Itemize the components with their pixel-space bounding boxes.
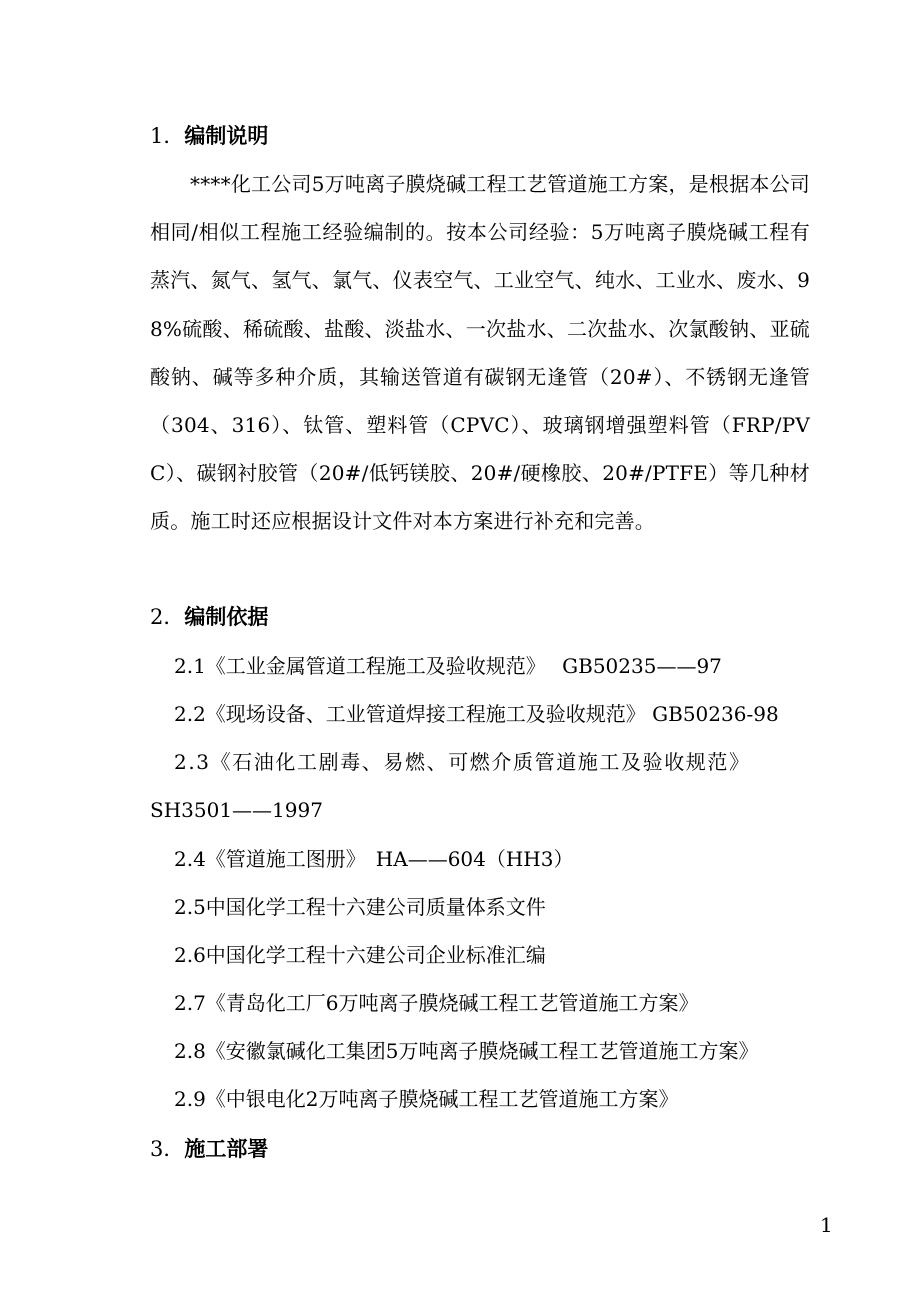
page-number: 1 [820, 1213, 833, 1237]
section-1-heading [150, 121, 268, 151]
reference-2-8: 2.8《安徽氯碱化工集团5万吨离子膜烧碱工程工艺管道施工方案》 [174, 1039, 759, 1063]
section-1-number: 1． [150, 124, 185, 148]
reference-2-2: 2.2《现场设备、工业管道焊接工程施工及验收规范》 GB50236-98 [174, 702, 779, 726]
section-2-number: 2． [150, 605, 185, 629]
section-1-title: 编制说明 [184, 124, 269, 148]
reference-2-7: 2.7《青岛化工厂6万吨离子膜烧碱工程工艺管道施工方案》 [174, 991, 699, 1015]
section-2-heading [150, 602, 268, 632]
reference-2-1: 2.1《工业金属管道工程施工及验收规范》 GB50235——97 [174, 654, 722, 678]
reference-2-6: 2.6中国化学工程十六建公司企业标准汇编 [174, 943, 546, 967]
section-3-number: 3． [150, 1137, 185, 1161]
reference-2-3 [150, 738, 810, 834]
reference-2-3-line-1: 2.3《石油化工剧毒、易燃、可燃介质管道施工及验收规范》 [174, 750, 751, 774]
section-1-paragraph: ****化工公司5万吨离子膜烧碱工程工艺管道施工方案，是根据本公司相同/相似工程施工经验编制的。按本公司经验：5万吨离子膜烧碱工程有蒸汽、氮气、氢气、氯气、仪表空气、工业空气、纯水、工业水、废水、98%硫酸、稀硫酸、盐酸、淡盐水、一次盐水、二次盐水、次氯酸钠、亚硫酸钠、碱等多种介质，其输送管道有碳钢无逢管（20#）、不锈钢无逢管（304、316）、钛管、塑料管（CPVC）、玻璃钢增强塑料管（FRP/PVC）、碳钢衬胶管（20#/低钙镁胶、20#/硬橡胶、20#/PTFE）等几种材质。施工时还应根据设计文件对本方案进行补充和完善。 [150, 172, 810, 534]
section-2-title: 编制依据 [184, 605, 269, 629]
reference-2-5: 2.5中国化学工程十六建公司质量体系文件 [174, 895, 546, 919]
section-3-title: 施工部署 [184, 1137, 269, 1161]
reference-2-3-line-2: SH3501——1997 [150, 798, 323, 822]
reference-2-4: 2.4《管道施工图册》 HA——604（HH3） [174, 847, 574, 871]
reference-2-9: 2.9《中银电化2万吨离子膜烧碱工程工艺管道施工方案》 [174, 1087, 679, 1111]
section-3-heading [150, 1134, 268, 1164]
